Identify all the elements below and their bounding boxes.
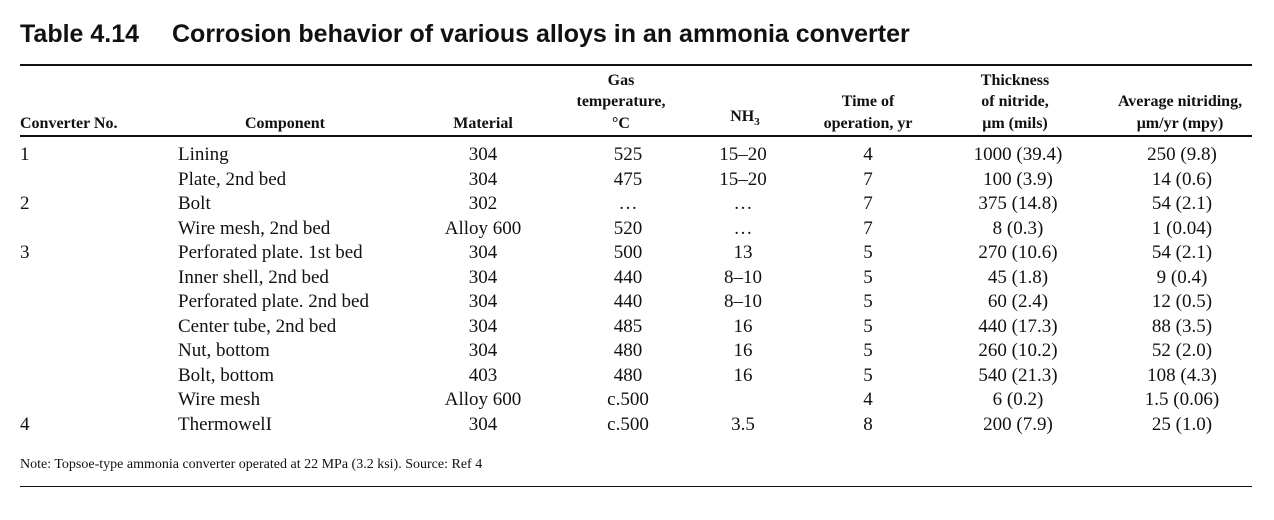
cell-material: 302 — [468, 193, 498, 214]
cell-gas-temperature: 480 — [613, 364, 643, 386]
cell-thickness-of-nitride: 6 (0.2) — [992, 389, 1044, 410]
cell-average-nitriding: 12 (0.5) — [1151, 291, 1213, 312]
table-row — [0, 241, 1274, 266]
cell-material: 304 — [468, 315, 498, 337]
cell-converter-no: 3 — [20, 242, 30, 263]
cell-nh3: 13 — [733, 242, 753, 263]
cell-component: ThermowelI — [178, 413, 272, 435]
cell-nh3: 8–10 — [724, 266, 762, 288]
cell-time-of-operation: 5 — [863, 364, 873, 386]
cell-thickness-of-nitride: 200 (7.9) — [983, 413, 1053, 435]
cell-material: 304 — [468, 266, 498, 288]
table-row — [0, 339, 1274, 364]
cell-material: 304 — [468, 242, 498, 263]
cell-nh3: … — [733, 193, 753, 214]
cell-gas-temperature: 520 — [613, 217, 643, 239]
cell-converter-no: 1 — [20, 144, 30, 165]
cell-nh3: 15–20 — [719, 144, 767, 165]
cell-average-nitriding: 52 (2.0) — [1151, 340, 1213, 361]
cell-gas-temperature: 480 — [613, 340, 643, 361]
cell-component: Plate, 2nd bed — [178, 168, 287, 190]
cell-nh3: … — [733, 217, 753, 239]
cell-nh3: 16 — [733, 315, 753, 337]
table-row — [0, 413, 1274, 438]
cell-gas-temperature: c.500 — [607, 413, 649, 435]
bottom-rule — [20, 486, 1252, 487]
table-number: Table 4.14 — [20, 20, 140, 48]
table-row — [0, 192, 1274, 217]
cell-material: 304 — [468, 291, 498, 312]
table-row — [0, 315, 1274, 340]
cell-average-nitriding: 54 (2.1) — [1151, 193, 1213, 214]
cell-thickness-of-nitride: 440 (17.3) — [978, 315, 1058, 337]
cell-time-of-operation: 5 — [863, 242, 873, 263]
cell-time-of-operation: 7 — [863, 168, 873, 190]
cell-material: Alloy 600 — [444, 217, 522, 239]
cell-component: Perforated plate. 1st bed — [178, 242, 363, 263]
cell-gas-temperature: c.500 — [607, 389, 649, 410]
cell-time-of-operation: 5 — [863, 291, 873, 312]
table-row — [0, 266, 1274, 291]
cell-gas-temperature: … — [618, 193, 638, 214]
cell-component: Bolt — [178, 193, 211, 214]
cell-gas-temperature: 440 — [613, 266, 643, 288]
cell-average-nitriding: 9 (0.4) — [1156, 266, 1208, 288]
cell-time-of-operation: 7 — [863, 193, 873, 214]
cell-time-of-operation: 5 — [863, 266, 873, 288]
cell-component: Wire mesh, 2nd bed — [178, 217, 331, 239]
cell-component: Perforated plate. 2nd bed — [178, 291, 369, 312]
cell-average-nitriding: 14 (0.6) — [1151, 168, 1213, 190]
cell-average-nitriding: 250 (9.8) — [1147, 144, 1217, 165]
table-title: Corrosion behavior of various alloys in an ammonia converter — [172, 20, 910, 48]
cell-nh3: 16 — [733, 364, 753, 386]
cell-thickness-of-nitride: 100 (3.9) — [983, 168, 1053, 190]
table-caption — [20, 14, 910, 54]
header-converter-no: Converter No. — [20, 114, 118, 132]
header-rule — [20, 135, 1252, 137]
cell-thickness-of-nitride: 270 (10.6) — [978, 242, 1058, 263]
cell-material: 403 — [468, 364, 498, 386]
cell-component: Nut, bottom — [178, 340, 270, 361]
cell-average-nitriding: 1.5 (0.06) — [1144, 389, 1220, 410]
cell-thickness-of-nitride: 45 (1.8) — [987, 266, 1049, 288]
cell-time-of-operation: 5 — [863, 340, 873, 361]
cell-thickness-of-nitride: 1000 (39.4) — [973, 144, 1063, 165]
table-row — [0, 364, 1274, 389]
cell-material: 304 — [468, 413, 498, 435]
cell-material: 304 — [468, 144, 498, 165]
cell-thickness-of-nitride: 540 (21.3) — [978, 364, 1058, 386]
cell-nh3: 15–20 — [719, 168, 767, 190]
cell-gas-temperature: 485 — [613, 315, 643, 337]
cell-component: Bolt, bottom — [178, 364, 275, 386]
cell-time-of-operation: 8 — [863, 413, 873, 435]
table-row — [0, 168, 1274, 193]
table-row — [0, 388, 1274, 413]
cell-thickness-of-nitride: 60 (2.4) — [987, 291, 1049, 312]
cell-average-nitriding: 25 (1.0) — [1151, 413, 1213, 435]
cell-time-of-operation: 4 — [863, 144, 873, 165]
table-row — [0, 143, 1274, 168]
top-rule — [20, 64, 1252, 66]
cell-converter-no: 2 — [20, 193, 30, 214]
cell-gas-temperature: 440 — [613, 291, 643, 312]
cell-nh3: 8–10 — [724, 291, 762, 312]
cell-average-nitriding: 108 (4.3) — [1147, 364, 1217, 386]
cell-time-of-operation: 7 — [863, 217, 873, 239]
cell-material: Alloy 600 — [444, 389, 522, 410]
cell-thickness-of-nitride: 375 (14.8) — [978, 193, 1058, 214]
table-row — [0, 290, 1274, 315]
cell-gas-temperature: 475 — [613, 168, 643, 190]
table-note: Note: Topsoe-type ammonia converter operated at 22 MPa (3.2 ksi). Source: Ref 4 — [20, 457, 483, 472]
cell-component: Wire mesh — [178, 389, 261, 410]
cell-average-nitriding: 1 (0.04) — [1151, 217, 1213, 239]
cell-nh3: 16 — [733, 340, 753, 361]
cell-nh3: 3.5 — [731, 413, 755, 435]
cell-material: 304 — [468, 168, 498, 190]
cell-gas-temperature: 525 — [613, 144, 643, 165]
cell-thickness-of-nitride: 260 (10.2) — [978, 340, 1058, 361]
cell-component: Lining — [178, 144, 229, 165]
cell-average-nitriding: 88 (3.5) — [1151, 315, 1213, 337]
cell-component: Inner shell, 2nd bed — [178, 266, 329, 288]
cell-time-of-operation: 4 — [863, 389, 873, 410]
cell-thickness-of-nitride: 8 (0.3) — [992, 217, 1044, 239]
cell-gas-temperature: 500 — [613, 242, 643, 263]
table-row — [0, 217, 1274, 242]
cell-component: Center tube, 2nd bed — [178, 315, 337, 337]
cell-converter-no: 4 — [20, 413, 30, 435]
table-body — [0, 143, 1274, 437]
cell-material: 304 — [468, 340, 498, 361]
cell-time-of-operation: 5 — [863, 315, 873, 337]
cell-average-nitriding: 54 (2.1) — [1151, 242, 1213, 263]
